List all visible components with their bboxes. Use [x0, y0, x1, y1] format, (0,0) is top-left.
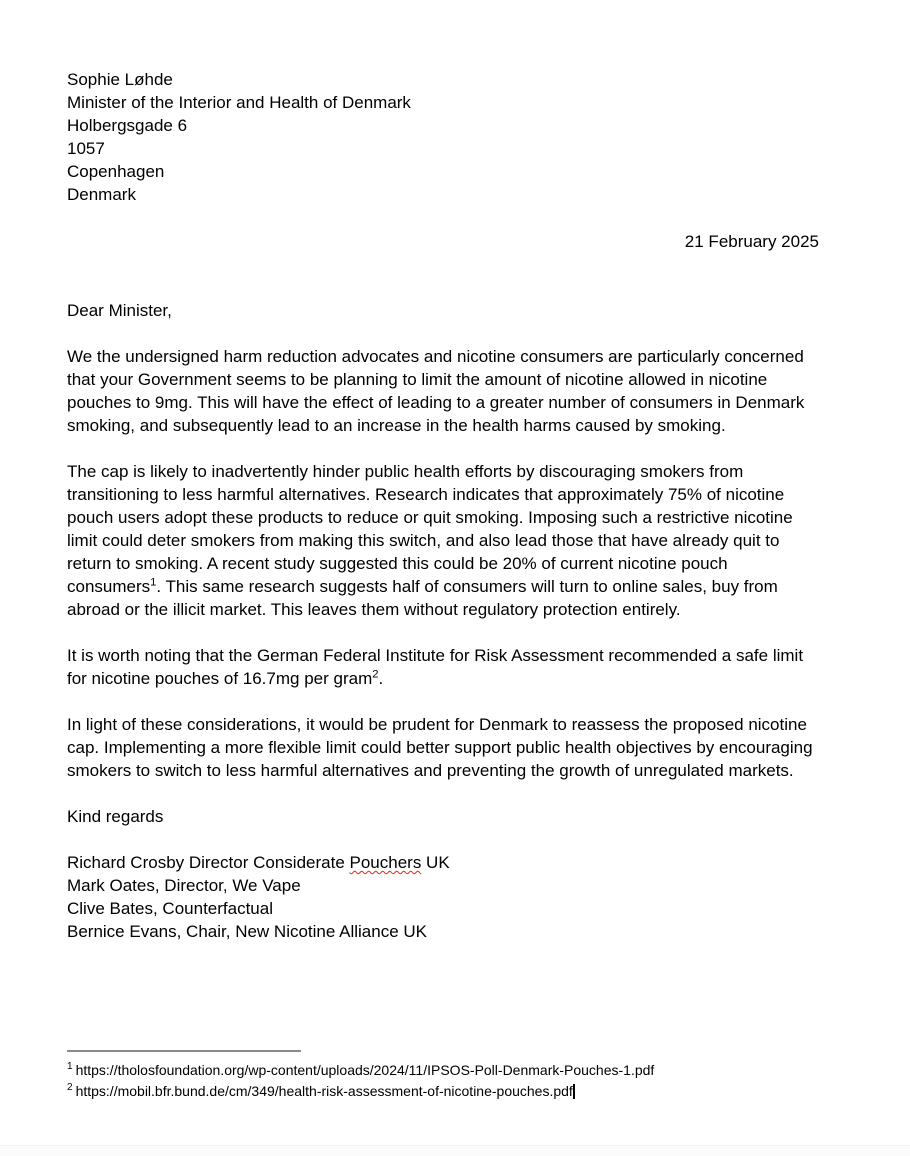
footnote-ref-1[interactable]: 1: [150, 576, 157, 589]
sign-off: Kind regards: [67, 807, 164, 826]
paragraph-4: In light of these considerations, it would be prudent for Denmark to reassess the proposed nicotine cap. Implementing a more flexible limit could better support public health objectives by encouraging smokers to switch to less harmful alternatives and preventing the growth of unregulated markets.: [67, 715, 813, 780]
letter-body: [67, 68, 819, 943]
spellcheck-flagged-word[interactable]: Pouchers: [349, 853, 422, 872]
footnote-url[interactable]: https://mobil.bfr.bund.de/cm/349/health-risk-assessment-of-nicotine-pouches.pdf: [75, 1083, 573, 1099]
signatory-text: Richard Crosby Director Considerate: [67, 853, 350, 872]
footnote-separator: [67, 1050, 301, 1052]
paragraph-3: [67, 644, 819, 690]
recipient-line: Sophie Løhde: [67, 70, 173, 89]
footnote-item: [67, 1060, 819, 1081]
recipient-line: Copenhagen: [67, 162, 165, 181]
footnote-marker: 2: [67, 1082, 73, 1094]
salutation: Dear Minister,: [67, 301, 172, 320]
footnote-item: [67, 1081, 819, 1102]
paragraph-2-text: The cap is likely to inadvertently hinder public health efforts by discouraging smokers from transitioning to less harmful alternatives. Research indicates that approximately 75% of nicotine pouch users adopt these products to reduce or quit smoking. Imposing such a restrictive nicotine limit could deter smokers from making this switch, and also lead those that have already quit to return to smoking. A recent study suggested this could be 20% of current nicotine pouch consumers: [67, 462, 793, 596]
page-bottom-edge: [0, 1145, 910, 1156]
footnote-marker: 1: [67, 1061, 73, 1073]
signatory-row: Clive Bates, Counterfactual: [67, 899, 273, 918]
letter-date: 21 February 2025: [684, 232, 819, 251]
paragraph-3-text: It is worth noting that the German Federal Institute for Risk Assessment recommended a safe limit for nicotine pouches of 16.7mg per gram: [67, 646, 804, 688]
signatory-row: Mark Oates, Director, We Vape: [67, 876, 301, 895]
signatory-text-suffix: UK: [421, 853, 450, 872]
recipient-line: Minister of the Interior and Health of Denmark: [67, 93, 411, 112]
text-cursor: [573, 1084, 575, 1099]
paragraph-2-tail: . This same research suggests half of consumers will turn to online sales, buy from abroad or the illicit market. This leaves them without regulatory protection entirely.: [67, 577, 778, 619]
paragraph-3-tail: .: [378, 669, 384, 688]
recipient-line: Holbergsgade 6: [67, 116, 188, 135]
footnote-url[interactable]: https://tholosfoundation.org/wp-content/uploads/2024/11/IPSOS-Poll-Denmark-Pouches-1.pdf: [75, 1062, 655, 1078]
recipient-address-block: [67, 68, 819, 206]
paragraph-1: We the undersigned harm reduction advocates and nicotine consumers are particularly concerned that your Government seems to be planning to limit the amount of nicotine allowed in nicotine pouches to 9mg. This will have the effect of leading to a greater number of consumers in Denmark smoking, and subsequently lead to an increase in the health harms caused by smoking.: [67, 347, 805, 435]
footnote-ref-2[interactable]: 2: [372, 668, 379, 681]
signatory-list: [67, 851, 819, 943]
recipient-line: 1057: [67, 139, 105, 158]
footnote-area: [67, 1050, 819, 1102]
signatory-row: [67, 851, 819, 874]
paragraph-2: [67, 460, 819, 621]
signatory-row: Bernice Evans, Chair, New Nicotine Alliance UK: [67, 922, 427, 941]
recipient-line: Denmark: [67, 185, 136, 204]
